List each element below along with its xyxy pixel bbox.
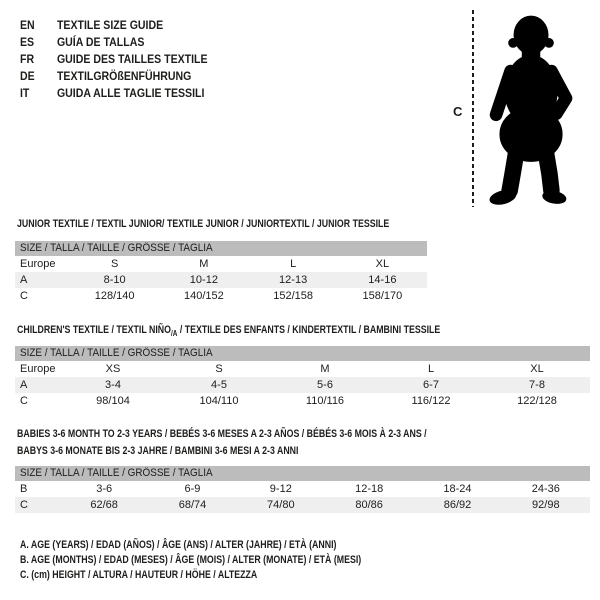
value-cell: L xyxy=(427,363,435,375)
footnotes xyxy=(20,538,447,583)
value-cell: 122/128 xyxy=(517,395,557,407)
junior-size-table xyxy=(15,241,427,304)
junior-title-text: JUNIOR TEXTILE / TEXTIL JUNIOR/ TEXTILE JUNIOR / JUNIORTEXTIL / JUNIOR TESSILE xyxy=(17,218,390,230)
height-dashed-line xyxy=(472,10,474,207)
value-cell: 5-6 xyxy=(317,379,333,391)
value-cell: 12-18 xyxy=(355,483,384,495)
row-label-cell: C xyxy=(20,499,28,511)
size-header-text: SIZE / TALLA / TAILLE / GRÖSSE / TAGLIA xyxy=(20,467,213,479)
footnote-age-months: B. AGE (MONTHS) / EDAD (MESES) / ÂGE (MOIS) / ALTER (MONATE) / ETÀ (MESI) xyxy=(20,554,362,566)
lang-code: DE xyxy=(20,69,35,83)
value-cell: 110/116 xyxy=(305,395,345,407)
value-cell: 9-12 xyxy=(269,483,292,495)
lang-label: GUÍA DE TALLAS xyxy=(56,35,145,49)
row-label-cell: C xyxy=(20,290,28,302)
babies-size-table xyxy=(15,466,590,513)
value-cell: 14-16 xyxy=(368,274,397,286)
children-section-title xyxy=(17,322,440,342)
value-cell: 152/158 xyxy=(273,290,313,302)
value-cell: 80/86 xyxy=(355,499,383,511)
lang-label: GUIDE DES TAILLES TEXTILE xyxy=(56,52,208,66)
row-label-cell: A xyxy=(20,379,28,391)
value-cell: L xyxy=(290,258,297,270)
children-title-post: / TEXTILE DES ENFANTS / KINDERTEXTIL / BAMBINI TESSILE xyxy=(177,324,441,336)
size-header-text: SIZE / TALLA / TAILLE / GRÖSSE / TAGLIA xyxy=(20,242,213,254)
lang-code: EN xyxy=(20,18,35,32)
children-title-subscript: /A xyxy=(170,329,178,339)
value-cell: 68/74 xyxy=(178,499,207,511)
lang-code: IT xyxy=(20,86,30,100)
value-cell: S xyxy=(110,258,119,270)
size-header-bar xyxy=(15,241,427,256)
footnote-height-cm: C. (cm) HEIGHT / ALTURA / HAUTEUR / HÖHE / ALTEZZA xyxy=(20,569,258,581)
value-cell: 12-13 xyxy=(279,274,308,286)
row-label-cell: Europe xyxy=(20,258,56,270)
height-marker-label: C xyxy=(453,104,463,119)
value-cell: 6-9 xyxy=(184,483,201,495)
value-cell: M xyxy=(320,363,330,375)
value-cell: 104/110 xyxy=(199,395,239,407)
lang-label: GUIDA ALLE TAGLIE TESSILI xyxy=(56,86,205,100)
table-row xyxy=(15,256,427,272)
lang-line-es xyxy=(20,34,208,51)
table-row xyxy=(15,377,590,393)
lang-line-fr xyxy=(20,51,208,68)
lang-label: TEXTILE SIZE GUIDE xyxy=(56,18,164,32)
size-header-bar xyxy=(15,466,590,481)
table-row xyxy=(15,288,427,304)
value-cell: XL xyxy=(375,258,390,270)
babies-title-line2: BABYS 3-6 MONATE BIS 2-3 JAHRE / BAMBINI 3-6 MESI A 2-3 ANNI xyxy=(17,445,299,457)
value-cell: 86/92 xyxy=(443,499,472,511)
value-cell: 98/104 xyxy=(96,395,130,407)
value-cell: 92/98 xyxy=(532,499,560,511)
value-cell: 7-8 xyxy=(529,379,545,391)
value-cell: 24-36 xyxy=(531,483,560,495)
table-row xyxy=(15,361,590,377)
table-row xyxy=(15,272,427,288)
junior-section-title xyxy=(17,216,389,233)
value-cell: XS xyxy=(105,363,121,375)
size-header-text: SIZE / TALLA / TAILLE / GRÖSSE / TAGLIA xyxy=(20,347,213,359)
babies-section-title xyxy=(17,426,427,460)
lang-line-de xyxy=(20,68,208,85)
children-size-table xyxy=(15,346,590,409)
value-cell: 116/122 xyxy=(411,395,451,407)
value-cell: XL xyxy=(530,363,544,375)
children-title-pre: CHILDREN'S TEXTILE / TEXTIL NIÑO xyxy=(17,324,171,336)
value-cell: 4-5 xyxy=(211,379,227,391)
value-cell: 3-6 xyxy=(96,483,113,495)
lang-line-en xyxy=(20,17,208,34)
lang-line-it xyxy=(20,85,208,102)
size-header-bar xyxy=(15,346,590,361)
value-cell: 62/68 xyxy=(90,499,118,511)
row-label-cell: C xyxy=(20,395,28,407)
language-title-list xyxy=(20,17,233,102)
value-cell: 6-7 xyxy=(423,379,439,391)
value-cell: 158/170 xyxy=(362,290,403,302)
value-cell: 140/152 xyxy=(183,290,224,302)
value-cell: 3-4 xyxy=(105,379,121,391)
footnote-age-years: A. AGE (YEARS) / EDAD (AÑOS) / ÂGE (ANS) / ALTER (JAHRE) / ETÀ (ANNI) xyxy=(20,539,337,551)
lang-code: ES xyxy=(20,35,35,49)
value-cell: S xyxy=(215,363,223,375)
babies-title-line1: BABIES 3-6 MONTH TO 2-3 YEARS / BEBÉS 3-6 MESES A 2-3 AÑOS / BÉBÉS 3-6 MOIS À 2-3 ANS / xyxy=(17,428,427,440)
row-label-cell: B xyxy=(20,483,28,495)
table-row xyxy=(15,481,590,497)
value-cell: 10-12 xyxy=(189,274,218,286)
row-label-cell: A xyxy=(20,274,28,286)
toddler-silhouette-image xyxy=(481,5,583,209)
lang-code: FR xyxy=(20,52,35,66)
table-row xyxy=(15,393,590,409)
value-cell: 128/140 xyxy=(94,290,135,302)
table-row xyxy=(15,497,590,513)
value-cell: M xyxy=(199,258,209,270)
row-label-cell: Europe xyxy=(20,363,56,375)
value-cell: 18-24 xyxy=(443,483,472,495)
value-cell: 74/80 xyxy=(267,499,295,511)
lang-label: TEXTILGRÖßENFÜHRUNG xyxy=(56,69,192,83)
value-cell: 8-10 xyxy=(103,274,126,286)
